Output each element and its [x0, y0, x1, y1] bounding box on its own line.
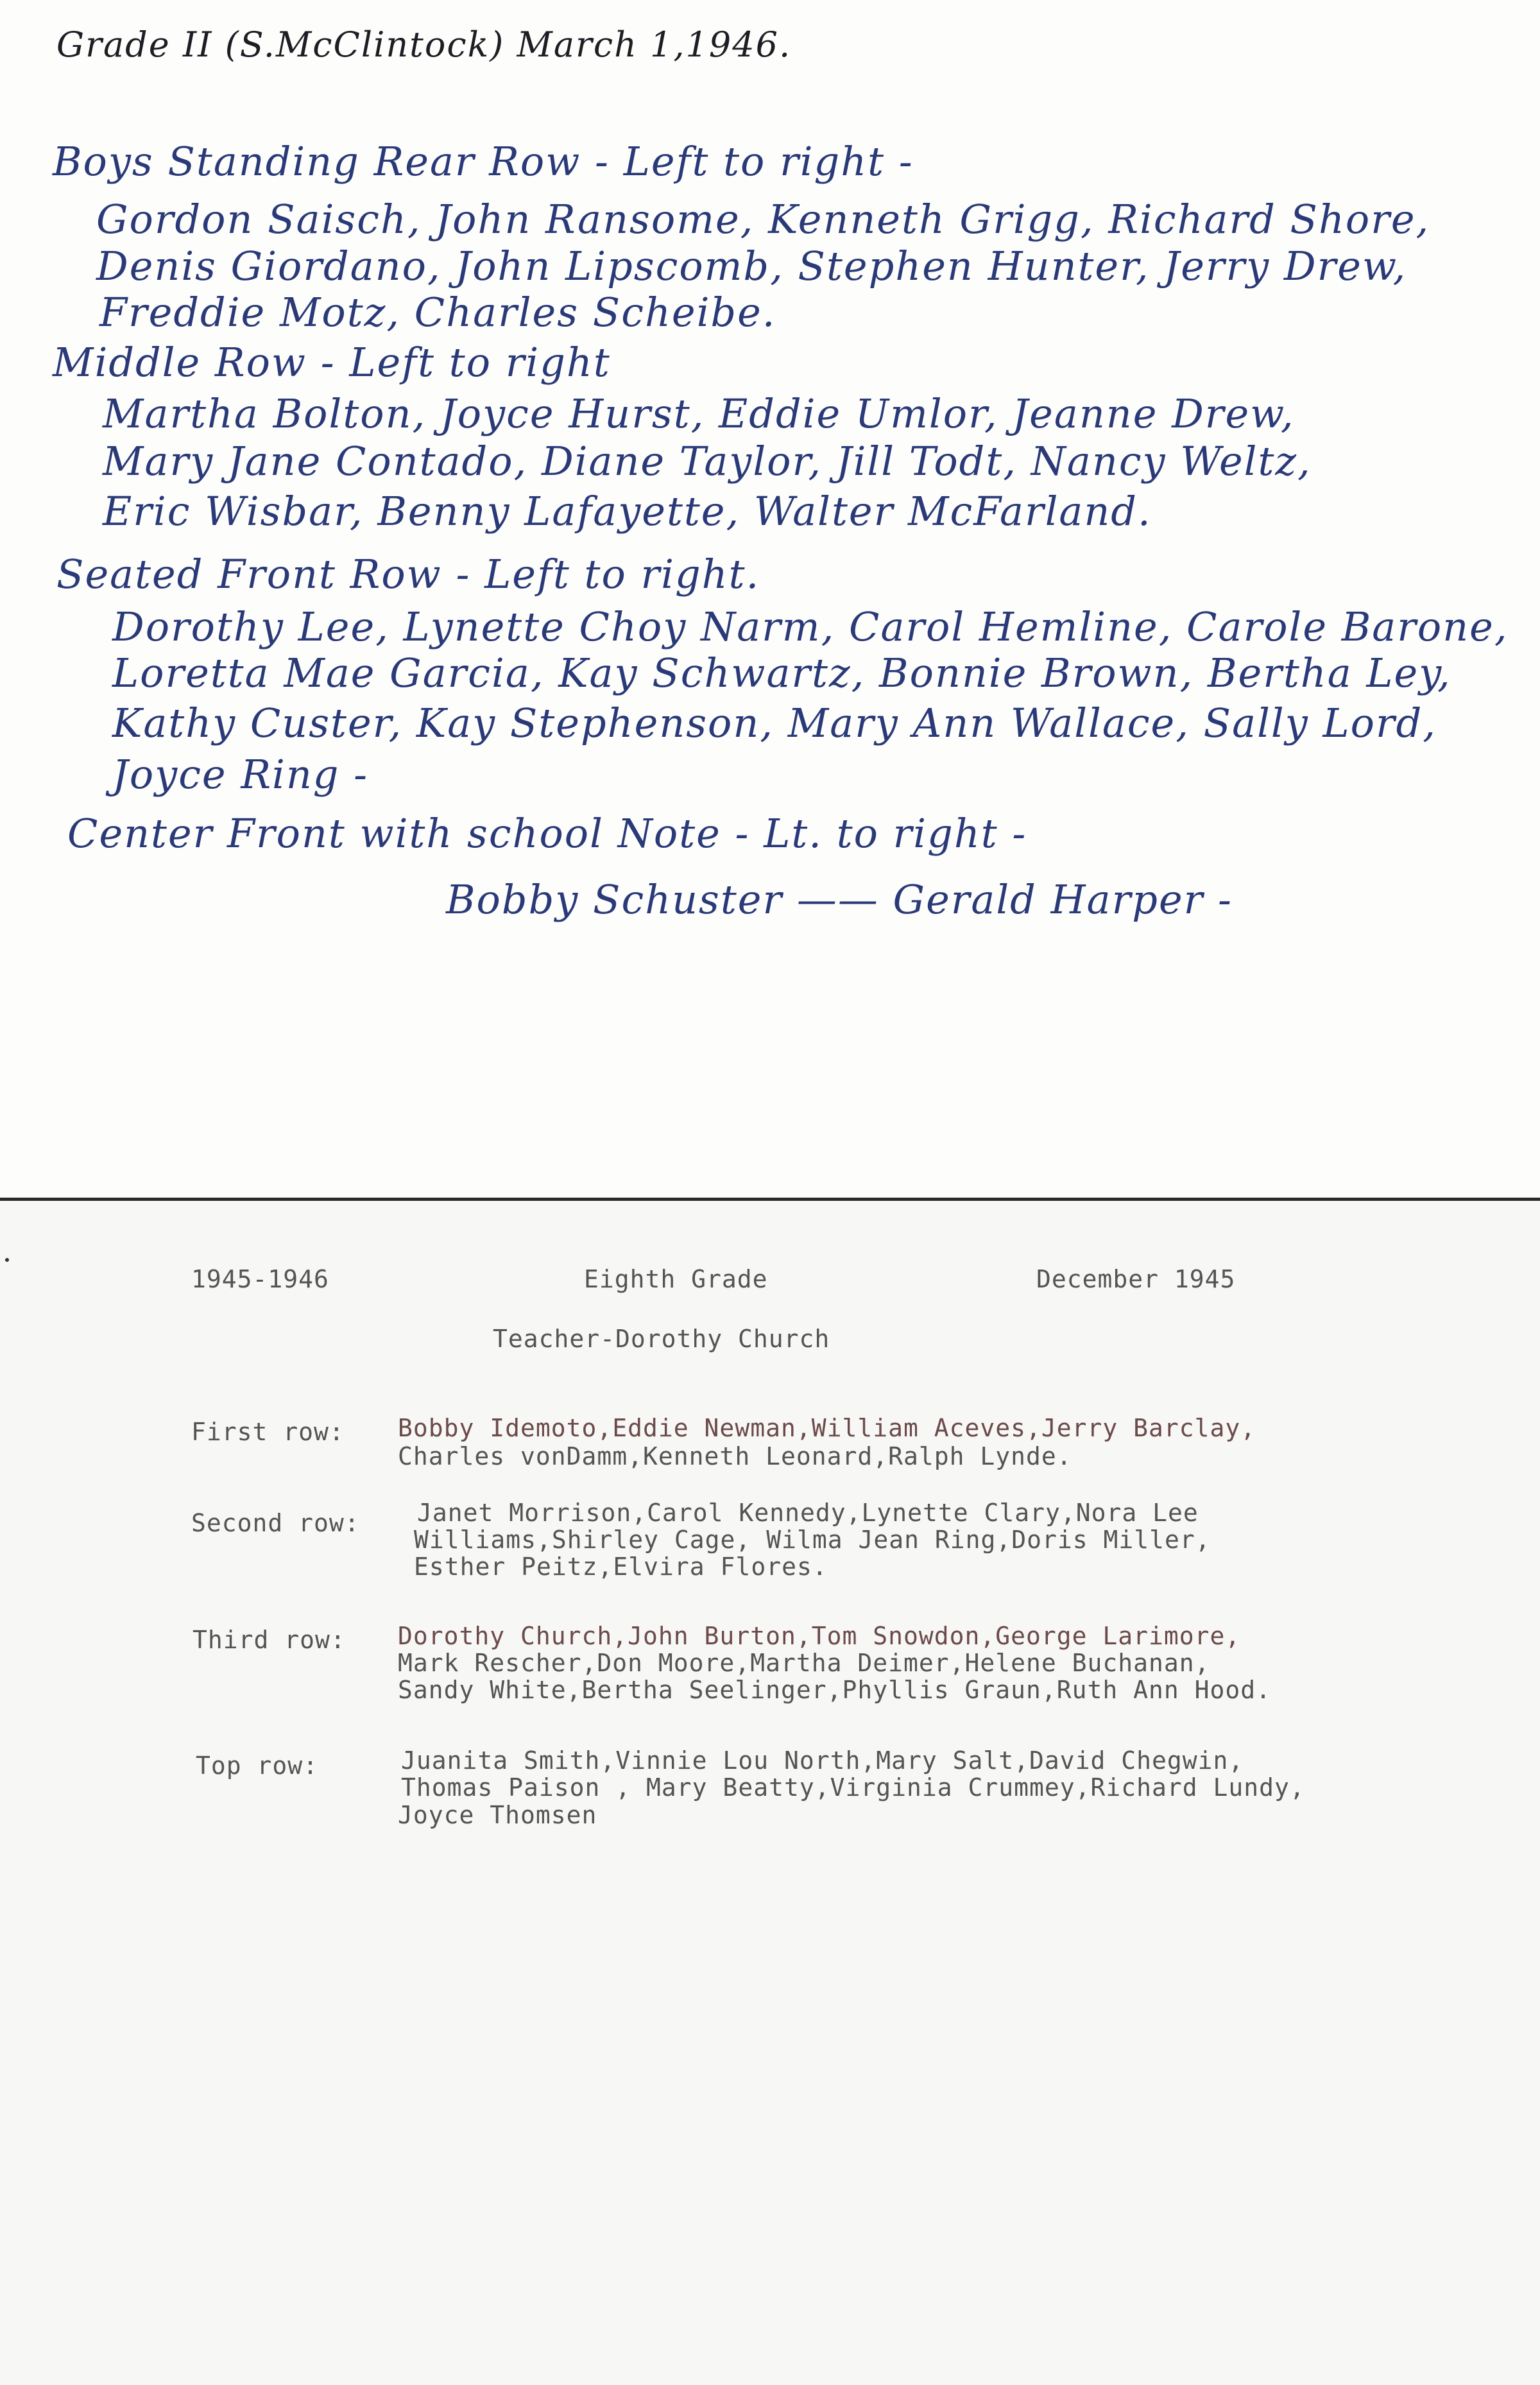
- typed-names-line: Thomas Paison , Mary Beatty,Virginia Crummey,Richard Lundy,: [401, 1773, 1305, 1802]
- typed-card: [0, 1201, 1540, 2385]
- typed-names-line: Sandy White,Bertha Seelinger,Phyllis Graun,Ruth Ann Hood.: [398, 1676, 1272, 1704]
- middle-row-line: Martha Bolton, Joyce Hurst, Eddie Umlor, Jeanne Drew,: [103, 390, 1295, 437]
- center-front-heading: Center Front with school Note - Lt. to right -: [67, 810, 1027, 857]
- row-label-top: Top row:: [196, 1752, 319, 1780]
- rear-row-line: Denis Giordano, John Lipscomb, Stephen Hunter, Jerry Drew,: [96, 243, 1407, 289]
- row-label-third: Third row:: [193, 1626, 346, 1654]
- handwritten-title: Grade II (S.McClintock) March 1,1946.: [56, 24, 792, 65]
- front-row-line: Dorothy Lee, Lynette Choy Narm, Carol Hemline, Carole Barone,: [112, 603, 1509, 650]
- front-row-line: Loretta Mae Garcia, Kay Schwartz, Bonnie Brown, Bertha Ley,: [112, 650, 1451, 696]
- center-front-names: Bobby Schuster —— Gerald Harper -: [446, 876, 1233, 923]
- typed-names-line: Charles vonDamm,Kenneth Leonard,Ralph Lynde.: [398, 1442, 1072, 1470]
- typed-names-line: Joyce Thomsen: [398, 1801, 597, 1829]
- row-label-second: Second row:: [191, 1509, 360, 1537]
- front-row-heading: Seated Front Row - Left to right.: [56, 551, 760, 598]
- typed-names-line: Dorothy Church,John Burton,Tom Snowdon,George Larimore,: [398, 1622, 1241, 1650]
- front-row-line: Joyce Ring -: [112, 751, 369, 798]
- typed-date: December 1945: [1036, 1265, 1236, 1293]
- rear-row-line: Freddie Motz, Charles Scheibe.: [99, 289, 776, 336]
- typed-names-line: Mark Rescher,Don Moore,Martha Deimer,Helene Buchanan,: [398, 1649, 1210, 1677]
- front-row-line: Kathy Custer, Kay Stephenson, Mary Ann Wallace, Sally Lord,: [112, 700, 1437, 746]
- scan-speck: [5, 1258, 9, 1262]
- row-label-first: First row:: [191, 1418, 345, 1446]
- typed-names-line: Juanita Smith,Vinnie Lou North,Mary Salt,David Chegwin,: [401, 1746, 1244, 1775]
- typed-names-line: Bobby Idemoto,Eddie Newman,William Aceves,Jerry Barclay,: [398, 1414, 1256, 1442]
- typed-names-line: Williams,Shirley Cage, Wilma Jean Ring,Doris Miller,: [414, 1526, 1211, 1554]
- middle-row-line: Mary Jane Contado, Diane Taylor, Jill Todt, Nancy Weltz,: [103, 438, 1312, 485]
- typed-year: 1945-1946: [191, 1265, 329, 1293]
- typed-names-line: Esther Peitz,Elvira Flores.: [414, 1553, 828, 1581]
- middle-row-heading: Middle Row - Left to right: [53, 339, 611, 386]
- typed-names-line: Janet Morrison,Carol Kennedy,Lynette Clary,Nora Lee: [417, 1499, 1199, 1527]
- typed-teacher: Teacher-Dorothy Church: [493, 1325, 830, 1353]
- typed-grade: Eighth Grade: [584, 1265, 768, 1293]
- rear-row-heading: Boys Standing Rear Row - Left to right -: [53, 138, 914, 185]
- middle-row-line: Eric Wisbar, Benny Lafayette, Walter McFarland.: [103, 488, 1152, 535]
- rear-row-line: Gordon Saisch, John Ransome, Kenneth Grigg, Richard Shore,: [96, 196, 1430, 243]
